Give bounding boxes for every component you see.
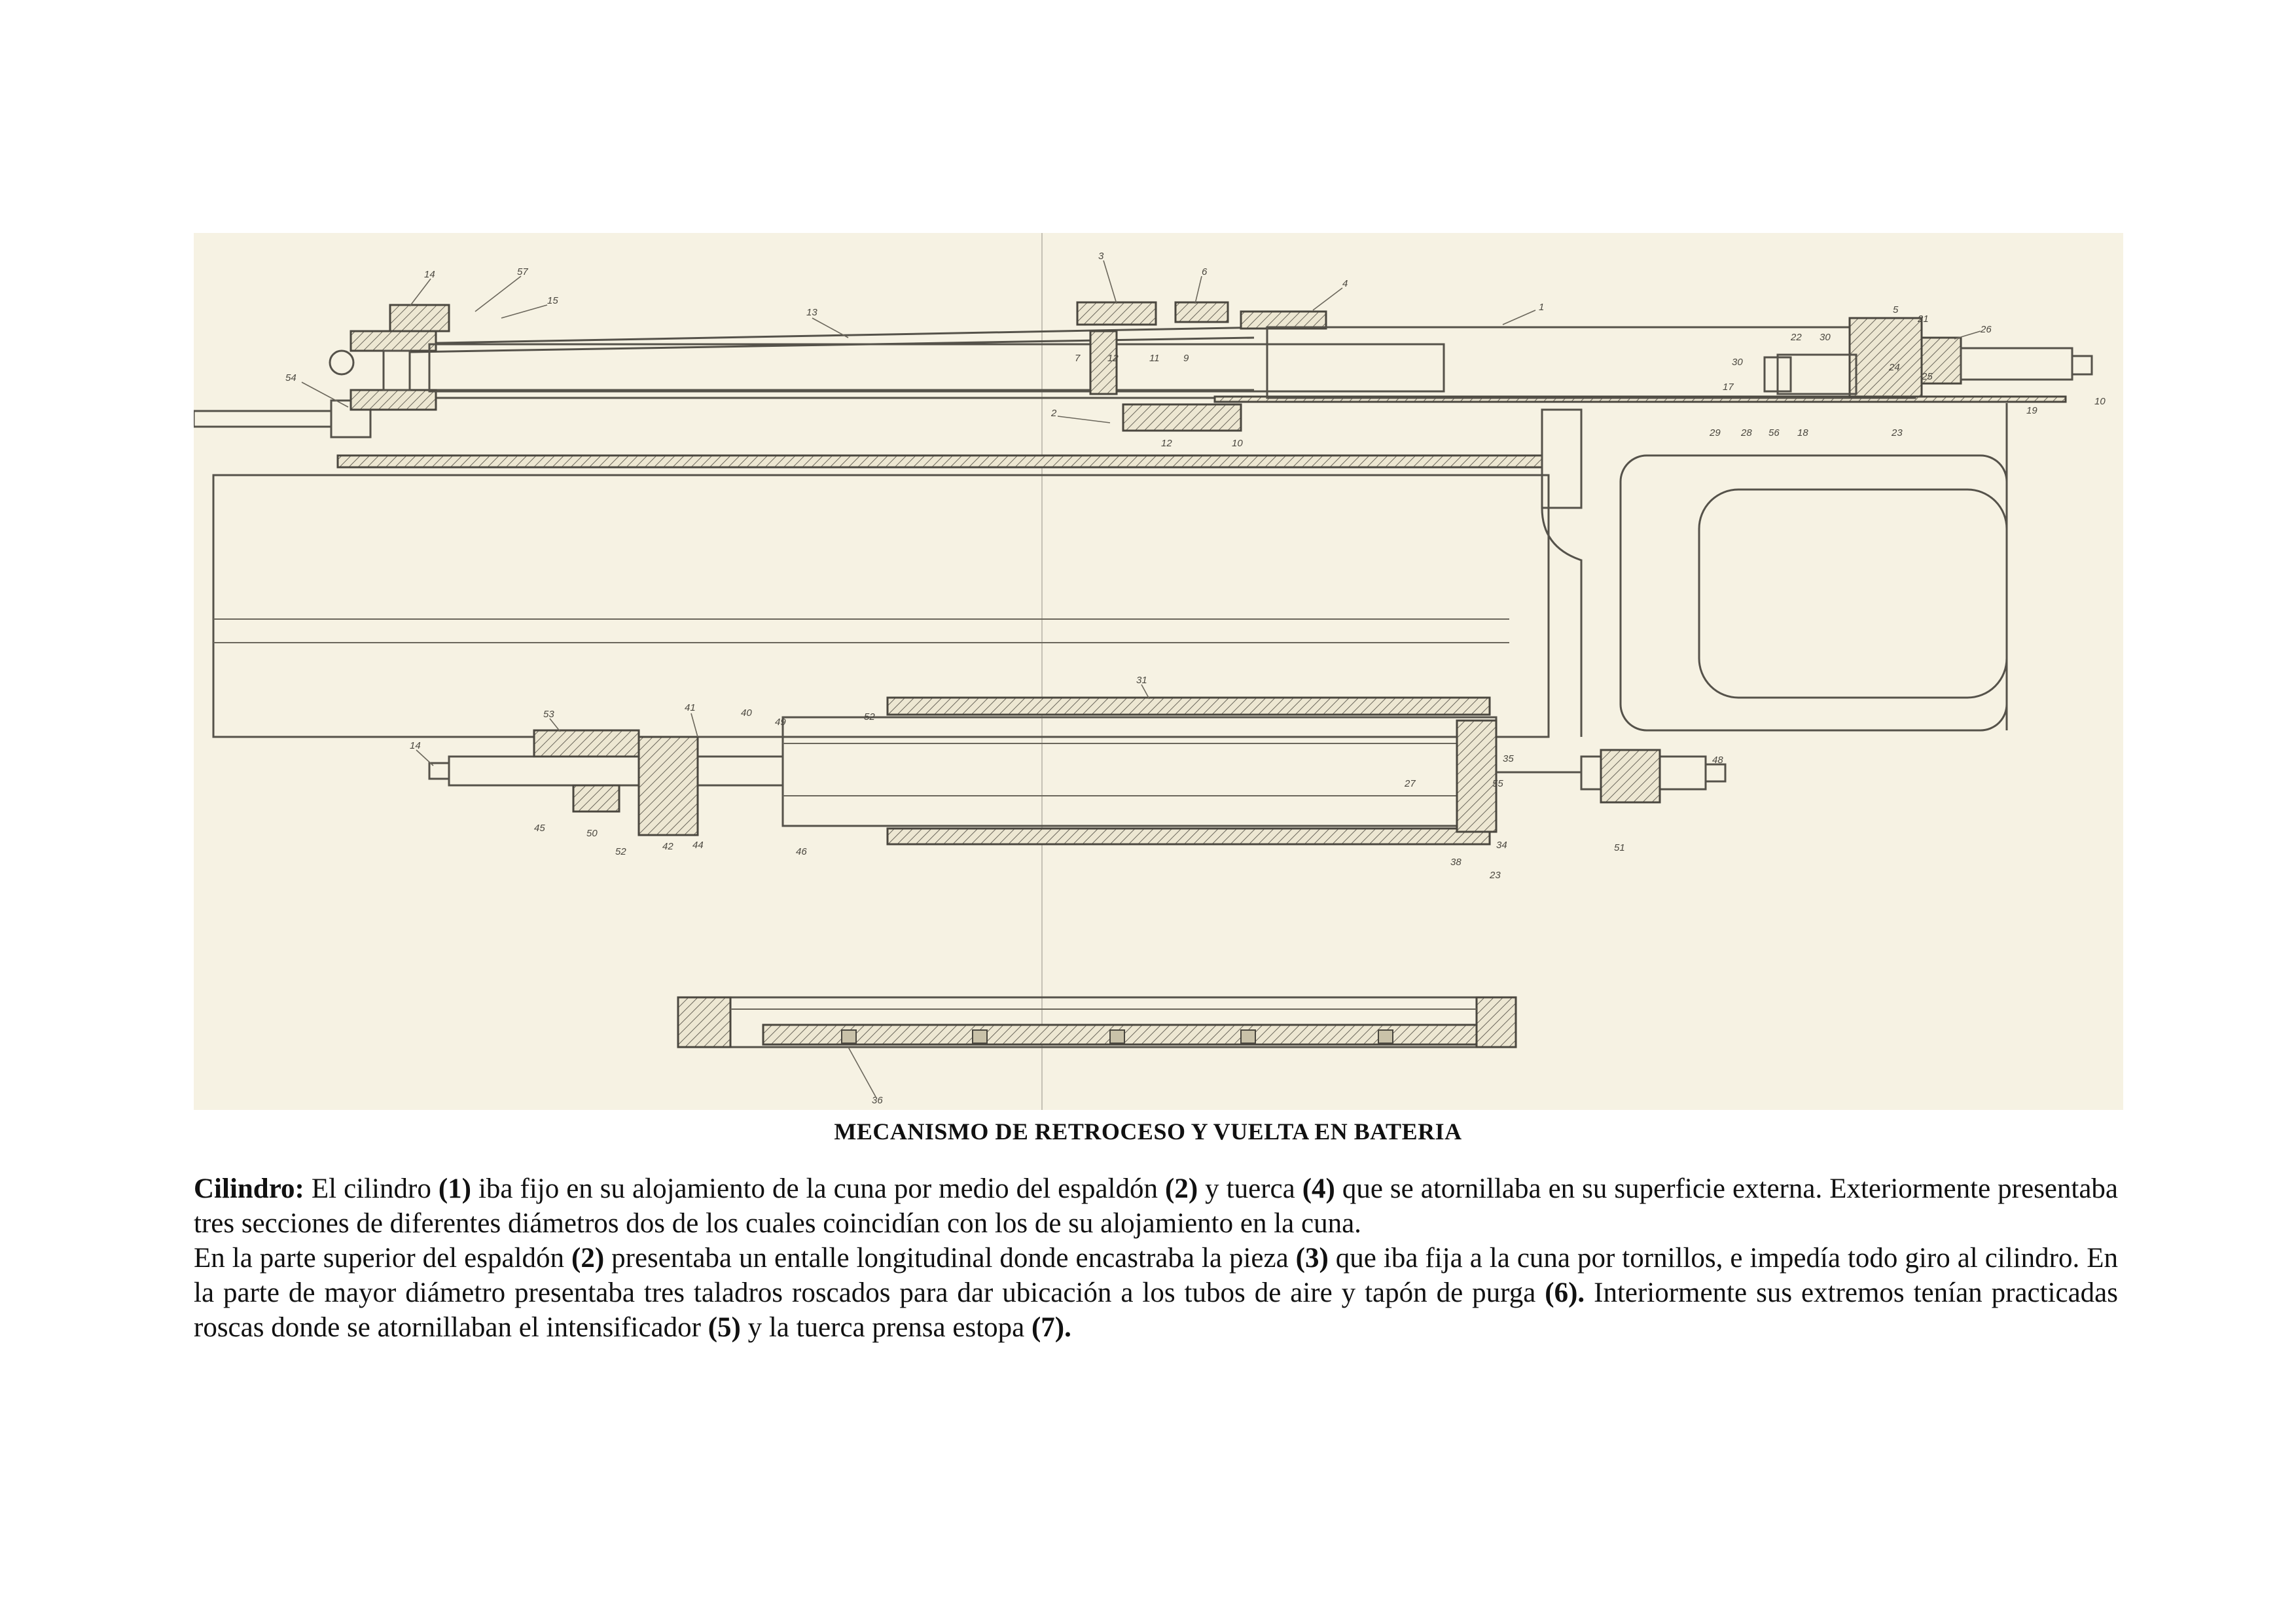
part-label: 9 <box>1183 353 1189 364</box>
part-label: 45 <box>534 823 545 834</box>
part-label: 1 <box>1539 302 1545 313</box>
part-label: 5 <box>1893 304 1899 315</box>
part-label: 28 <box>1741 427 1752 438</box>
part-label: 52 <box>864 711 875 722</box>
part-label: 51 <box>1614 842 1625 853</box>
part-label: 55 <box>1492 778 1503 789</box>
part-label: 18 <box>1797 427 1808 438</box>
part-label: 41 <box>685 702 696 713</box>
part-label: 22 <box>1791 332 1802 343</box>
part-label: 57 <box>517 266 528 277</box>
part-label: 10 <box>2094 396 2106 407</box>
part-label: 36 <box>872 1095 883 1106</box>
paragraph-cilindro: Cilindro: El cilindro (1) iba fijo en su alojamiento de la cuna por medio del espaldón (2) y tuerca (4) que se atornillaba en su superficie externa. Exteriormente presentaba tres secciones de diferentes diámetros dos de los cuales coincidían con los de su alojamiento en la cuna. <box>194 1173 2119 1239</box>
part-label: 19 <box>2026 405 2037 416</box>
part-label: 12 <box>1107 353 1119 364</box>
cradle-body <box>213 403 2007 737</box>
upper-cylinder-assembly <box>194 302 2092 467</box>
part-label: 38 <box>1450 857 1462 868</box>
part-label: 24 <box>1889 362 1900 373</box>
part-label: 35 <box>1503 753 1514 764</box>
part-label: 7 <box>1075 353 1081 364</box>
part-label: 48 <box>1712 755 1723 766</box>
part-label: 46 <box>796 846 807 857</box>
bottom-detail <box>678 997 1516 1047</box>
part-label: 10 <box>1232 438 1243 449</box>
part-label: 3 <box>1098 251 1104 262</box>
part-label: 13 <box>806 307 817 318</box>
technical-drawing <box>194 233 2123 1110</box>
part-label: 34 <box>1496 840 1507 851</box>
figure-caption: MECANISMO DE RETROCESO Y VUELTA EN BATERIA <box>834 1118 1462 1145</box>
part-label: 42 <box>662 841 673 852</box>
part-label: 15 <box>547 295 558 306</box>
left-rod <box>194 411 331 427</box>
part-label: 31 <box>1136 675 1147 686</box>
part-label: 17 <box>1723 382 1734 393</box>
part-label: 6 <box>1202 266 1208 277</box>
lower-cylinder-assembly <box>429 698 1725 844</box>
paragraph-espaldon: En la parte superior del espaldón (2) presentaba un entalle longitudinal donde encastraba la pieza (3) que iba fija a la cuna por tornillos, e impedía todo giro al cilindro. En la parte de mayor diámetro presentaba tres taladros roscados para dar ubicación a los tubos de aire y tapón de purga (6). Interiormente sus extremos tenían practicadas roscas donde se atornillaban el intensificador (5) y la tuerca prensa estopa (7). <box>194 1243 2119 1343</box>
part-label: 2 <box>1051 408 1057 419</box>
part-label: 49 <box>775 717 786 728</box>
part-label: 53 <box>543 709 554 720</box>
part-label: 25 <box>1922 371 1933 382</box>
part-label: 29 <box>1710 427 1721 438</box>
part-label: 14 <box>424 269 435 280</box>
part-label: 50 <box>586 828 598 839</box>
part-label: 12 <box>1161 438 1172 449</box>
part-label: 56 <box>1768 427 1780 438</box>
part-label: 11 <box>1149 353 1160 364</box>
part-label: 21 <box>1918 313 1929 325</box>
left-end-fitting <box>330 351 353 374</box>
part-label: 40 <box>741 707 752 719</box>
part-label: 30 <box>1732 357 1743 368</box>
part-label: 27 <box>1405 778 1416 789</box>
section-lead: Cilindro: <box>194 1173 304 1204</box>
part-label: 4 <box>1342 278 1348 289</box>
part-label: 44 <box>692 840 704 851</box>
part-labels <box>285 251 2106 1106</box>
part-label: 30 <box>1820 332 1831 343</box>
recoil-mechanism-diagram <box>194 233 2123 1110</box>
part-label: 14 <box>410 740 421 751</box>
part-label: 23 <box>1892 427 1903 438</box>
part-label: 26 <box>1981 324 1992 335</box>
body-text <box>194 1171 2118 1345</box>
part-label: 54 <box>285 372 296 383</box>
part-label: 23 <box>1490 870 1501 881</box>
part-label: 52 <box>615 846 626 857</box>
